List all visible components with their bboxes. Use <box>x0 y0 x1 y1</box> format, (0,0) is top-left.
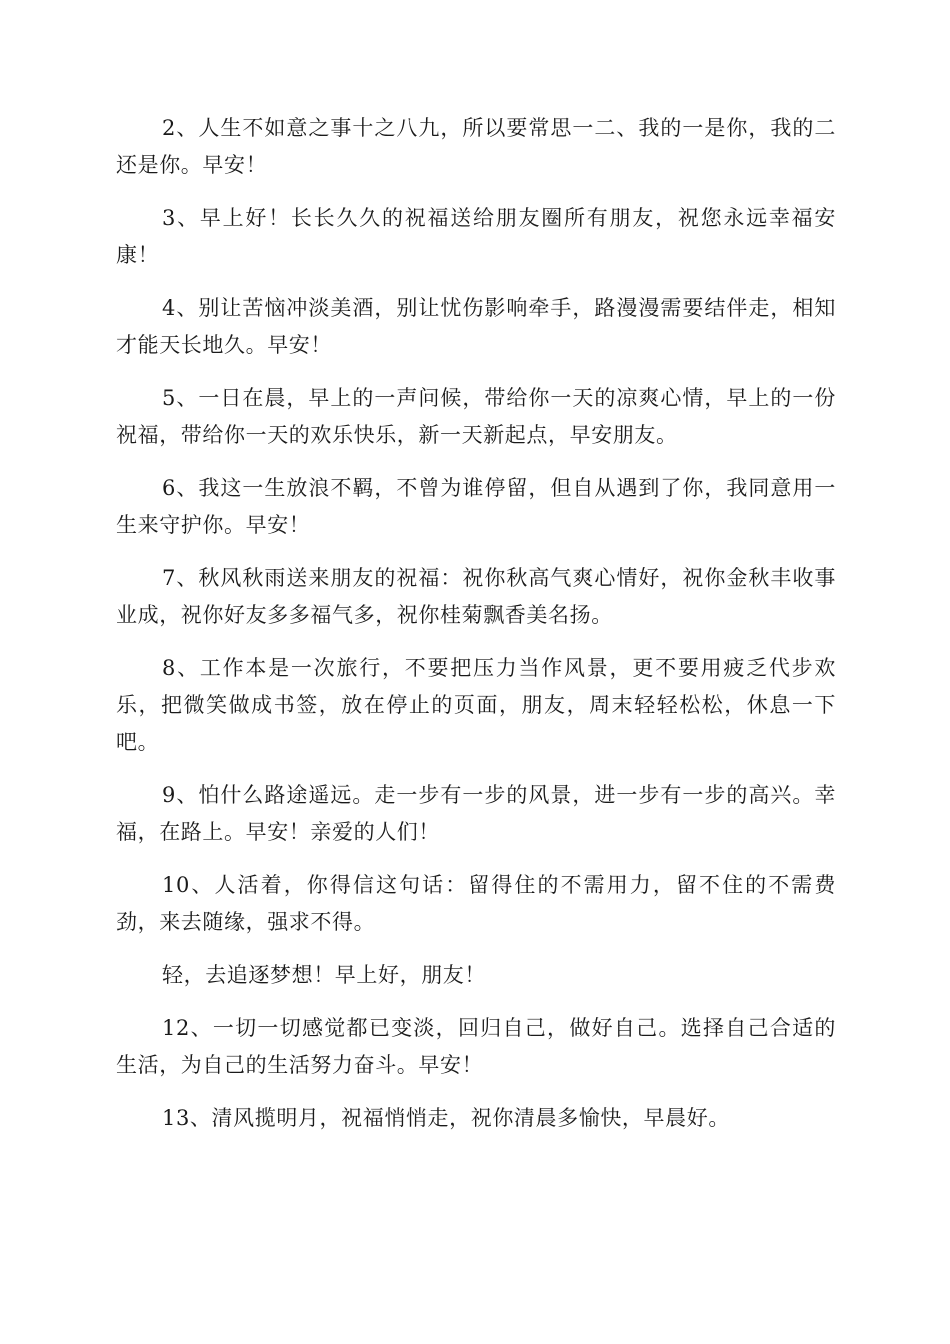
paragraph-2: 2、人生不如意之事十之八九，所以要常思一二、我的一是你，我的二还是你。早安！ <box>116 116 836 177</box>
paragraph-3: 3、早上好！长长久久的祝福送给朋友圈所有朋友，祝您永远幸福安康！ <box>116 206 836 267</box>
paragraph-7: 7、秋风秋雨送来朋友的祝福：祝你秋高气爽心情好，祝你金秋丰收事业成，祝你好友多多福气多，祝你桂菊飘香美名扬。 <box>116 566 836 627</box>
paragraph-fragment: 轻，去追逐梦想！早上好，朋友！ <box>162 963 486 987</box>
paragraph-9: 9、怕什么路途遥远。走一步有一步的风景，进一步有一步的高兴。幸福，在路上。早安！亲爱的人们！ <box>116 783 836 844</box>
paragraph-4: 4、别让苦恼冲淡美酒，别让忧伤影响牵手，路漫漫需要结伴走，相知才能天长地久。早安！ <box>116 296 836 357</box>
paragraph-10: 10、人活着，你得信这句话：留得住的不需用力，留不住的不需费劲，来去随缘，强求不得。 <box>116 873 836 934</box>
paragraph-13: 13、清风揽明月，祝福悄悄走，祝你清晨多愉快，早晨好。 <box>162 1106 730 1130</box>
paragraph-5: 5、一日在晨，早上的一声问候，带给你一天的凉爽心情，早上的一份祝福，带给你一天的欢乐快乐，新一天新起点，早安朋友。 <box>116 386 836 447</box>
paragraph-12: 12、一切一切感觉都已变淡，回归自己，做好自己。选择自己合适的生活，为自己的生活努力奋斗。早安！ <box>116 1016 836 1077</box>
document-body <box>116 110 836 1153</box>
paragraph-8: 8、工作本是一次旅行，不要把压力当作风景，更不要用疲乏代步欢乐，把微笑做成书签，放在停止的页面，朋友，周末轻轻松松，休息一下吧。 <box>116 656 836 754</box>
paragraph-6: 6、我这一生放浪不羁，不曾为谁停留，但自从遇到了你，我同意用一生来守护你。早安！ <box>116 476 836 537</box>
